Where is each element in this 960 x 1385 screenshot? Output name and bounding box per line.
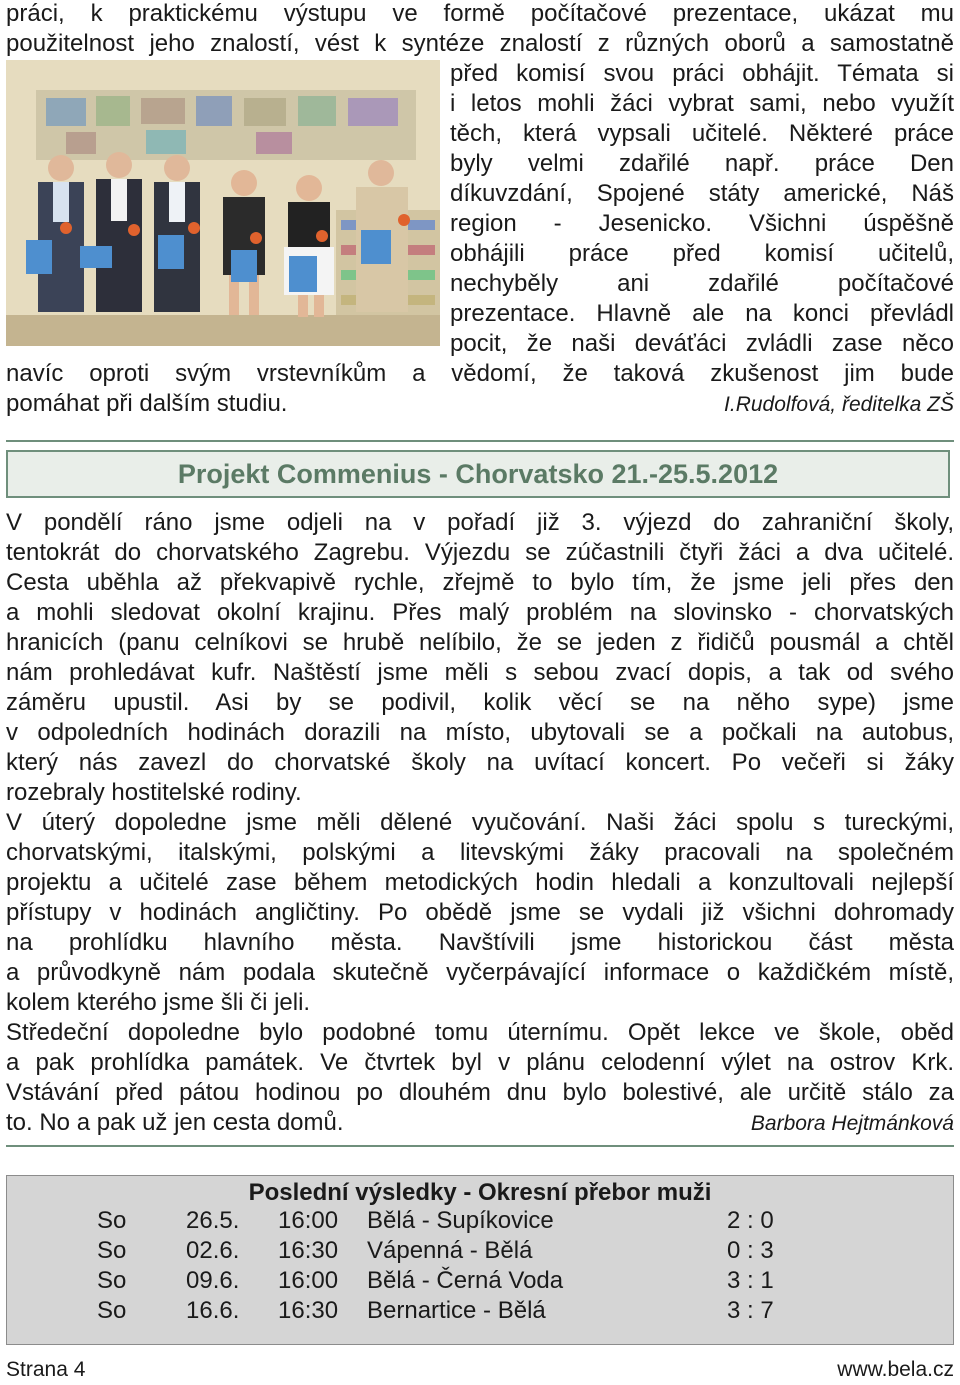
text-line (6, 389, 954, 419)
wrapped-paragraph (450, 59, 954, 359)
text-line: chorvatskými, italskými, polskými a litevskými žáky pracovali na společném (6, 839, 954, 866)
text-line: díkuvzdání, Spojené státy americké, Náš (450, 180, 954, 207)
match-date: 16.6. (186, 1297, 240, 1324)
text-line: záměru upustil. Asi by se podivil, kolik věcí se na něho sype) jsme (6, 689, 954, 716)
results-title: Poslední výsledky - Okresní přebor muži (248, 1179, 712, 1206)
section-divider (6, 440, 954, 442)
text-line (6, 1108, 954, 1138)
text-line: Cesta uběhla až překvapivě rychle, zřejmě to bylo tím, že jsme jeli přes den (6, 569, 954, 596)
graduates-photo (6, 60, 440, 346)
text-line: práci, k praktickému výstupu ve formě počítačové prezentace, ukázat mu (6, 0, 954, 27)
text-line: v odpoledních hodinách dorazili na místo, ubytovali se a počkali na autobus, (6, 719, 954, 746)
match-teams: Bělá - Černá Voda (367, 1267, 564, 1294)
match-time: 16:00 (278, 1207, 339, 1234)
section-divider (6, 1145, 954, 1147)
text-line: nám prohledávat kufr. Naštěstí jsme měli s sebou zvací dopis, a tak od svého (6, 659, 954, 686)
text-line: obhájili práce před komisí učitelů, (450, 240, 954, 267)
section-heading: Projekt Commenius - Chorvatsko 21.-25.5.2012 (177, 458, 779, 489)
author-signature: Barbora Hejtmánková (750, 1112, 954, 1135)
text-line: těch, která vypsali učitelé. Některé práce (450, 120, 954, 147)
match-time: 16:30 (278, 1297, 339, 1324)
text-line: před komisí svou práci obhájit. Témata si (450, 60, 954, 87)
results-row (7, 1266, 953, 1296)
text-line: projektu a učitelé zase během metodických hodin hledali a konzultovali nejlepší (6, 869, 954, 896)
match-score: 3 : 1 (727, 1267, 774, 1294)
results-row (7, 1236, 953, 1266)
text-line: tentokrát do chorvatského Zagrebu. Výjezdu se zúčastnili čtyři žáci a dva učitelé. (6, 539, 954, 566)
match-day: So (97, 1237, 127, 1264)
page-number: Strana 4 (6, 1358, 86, 1381)
text-line: byly velmi zdařilé např. práce Den (450, 150, 954, 177)
text-line: prezentace. Hlavně ale na konci převládl (450, 300, 954, 327)
text-line: V pondělí ráno jsme odjeli na v pořadí již 3. výjezd do zahraniční školy, (6, 509, 954, 536)
match-score: 2 : 0 (727, 1207, 774, 1234)
text-line: region - Jesenicko. Všichni úspěšně (450, 210, 954, 237)
text-line: na prohlídku hlavního města. Navštívili jsme historickou část města (6, 929, 954, 956)
match-day: So (97, 1297, 127, 1324)
text-line: Vstávání před pátou hodinou po dlouhém dnu bylo bolestivé, ale určitě stálo za (6, 1079, 954, 1106)
intro-paragraph (6, 0, 954, 59)
results-row (7, 1296, 953, 1326)
text-line: i letos mohli žáci vybrat sami, nebo využít (450, 90, 954, 117)
match-time: 16:30 (278, 1237, 339, 1264)
match-score: 3 : 7 (727, 1297, 774, 1324)
match-date: 09.6. (186, 1267, 240, 1294)
text-line: V úterý dopoledne jsme měli dělené vyučování. Naši žáci spolu s tureckými, (6, 809, 954, 836)
text-line: nechyběly ani zdařilé počítačové (450, 270, 954, 297)
results-panel (6, 1175, 954, 1345)
match-score: 0 : 3 (727, 1237, 774, 1264)
text-line: použitelnost jeho znalostí, vést k syntéze znalostí z různých oborů a samostatně (6, 30, 954, 57)
text-line: a průvodkyně nám podala skutečně vyčerpávající informace o každičkém místě, (6, 959, 954, 986)
match-teams: Bernartice - Bělá (367, 1297, 546, 1324)
text-line: a pak prohlídka památek. Ve čtvrtek byl v plánu celodenní výlet na ostrov Krk. (6, 1049, 954, 1076)
match-time: 16:00 (278, 1267, 339, 1294)
article-body (6, 508, 954, 1138)
text-line: pocit, že naši deváťáci zvládli zase něco (450, 330, 954, 357)
match-day: So (97, 1267, 127, 1294)
text-line: navíc oproti svým vrstevníkům a vědomí, že taková zkušenost jim bude (6, 360, 954, 387)
section-heading-box (6, 450, 950, 498)
match-teams: Vápenná - Bělá (367, 1237, 533, 1264)
match-date: 26.5. (186, 1207, 240, 1234)
text-line: a mohli sledovat okolní krajinu. Přes malý problém na slovinsko - chorvatských (6, 599, 954, 626)
match-teams: Bělá - Supíkovice (367, 1207, 554, 1234)
text-fragment: pomáhat při dalším studiu. (6, 390, 288, 417)
text-line: který nás zavezl do chorvatské školy na uvítací koncert. Po večeři si žáky (6, 749, 954, 776)
text-line: hranicích (panu celníkovi se hrubě nelíbilo, že se jeden z řidičů pousmál a chtěl (6, 629, 954, 656)
website-link[interactable]: www.bela.cz (837, 1358, 954, 1381)
author-signature: I.Rudolfová, ředitelka ZŠ (724, 393, 954, 416)
match-date: 02.6. (186, 1237, 240, 1264)
text-line: Středeční dopoledne bylo podobné tomu úternímu. Opět lekce ve škole, oběd (6, 1019, 954, 1046)
text-line: přístupy v hodinách angličtiny. Po obědě jsme se vydali již všichni dohromady (6, 899, 954, 926)
match-day: So (97, 1207, 127, 1234)
text-fragment: to. No a pak už jen cesta domů. (6, 1109, 344, 1136)
text-line: kolem kterého jsme šli či jeli. (6, 989, 311, 1016)
text-line: rozebraly hostitelské rodiny. (6, 779, 302, 806)
paragraph-continuation (6, 359, 954, 419)
results-row (7, 1206, 953, 1236)
